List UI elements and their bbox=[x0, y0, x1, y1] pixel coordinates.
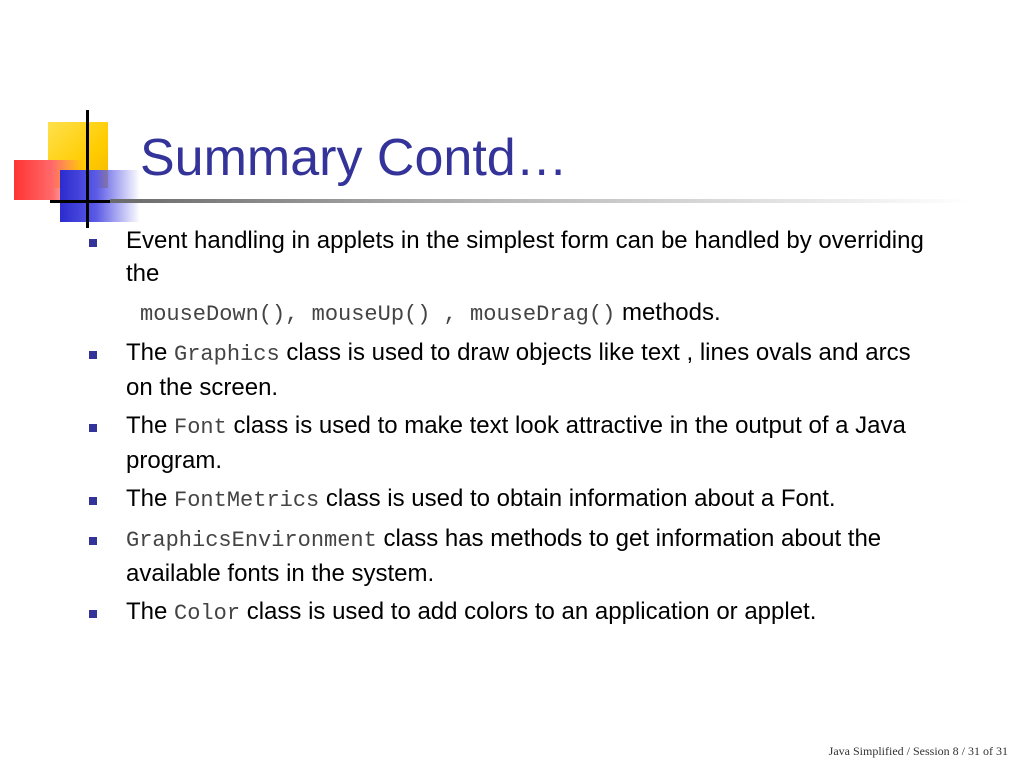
bullet-item-fontmetrics bbox=[86, 482, 926, 517]
square-bullet-icon bbox=[89, 497, 97, 505]
bullet-list bbox=[86, 224, 926, 635]
blue-square-shape bbox=[60, 170, 140, 222]
class-name-code: Graphics bbox=[174, 342, 280, 367]
method-names-code: mouseDown(), mouseUp() , mouseDrag() bbox=[140, 302, 616, 327]
bullet-text-suffix: class is used to draw objects like text , lines ovals and arcs on the screen. bbox=[126, 339, 911, 401]
slide-footer: Java Simplified / Session 8 / 31 of 31 bbox=[828, 744, 1008, 758]
bullet-text-prefix: The bbox=[126, 412, 175, 439]
square-bullet-icon bbox=[89, 424, 97, 432]
square-bullet-icon bbox=[89, 239, 97, 247]
bullet-text-suffix: class is used to add colors to an application or applet. bbox=[240, 598, 817, 625]
bullet-item-graphics bbox=[86, 336, 926, 404]
square-bullet-icon bbox=[89, 537, 97, 545]
bullet-text-prefix: The bbox=[126, 485, 175, 512]
slide-title: Summary Contd… bbox=[140, 129, 568, 187]
bullet-item-font bbox=[86, 409, 926, 477]
bullet-subline bbox=[126, 296, 926, 331]
decorative-logo-graphic bbox=[0, 0, 200, 240]
bullet-text-prefix: The bbox=[126, 598, 175, 625]
bullet-text-suffix: methods. bbox=[615, 299, 721, 326]
square-bullet-icon bbox=[89, 610, 97, 618]
square-bullet-icon bbox=[89, 351, 97, 359]
bullet-text-suffix: class is used to obtain information about a Font. bbox=[319, 485, 836, 512]
bullet-text: Event handling in applets in the simplest form can be handled by overriding the bbox=[126, 227, 924, 287]
bullet-item-event-handling bbox=[86, 224, 926, 331]
class-name-code: Font bbox=[174, 415, 227, 440]
class-name-code: Color bbox=[174, 601, 241, 626]
bullet-item-graphicsenvironment bbox=[86, 522, 926, 590]
bullet-text-suffix: class has methods to get information about the available fonts in the system. bbox=[126, 525, 882, 587]
vertical-line-shape bbox=[86, 110, 89, 228]
bullet-text-prefix: The bbox=[126, 339, 175, 366]
class-name-code: GraphicsEnvironment bbox=[126, 528, 377, 553]
class-name-code: FontMetrics bbox=[174, 488, 320, 513]
bullet-item-color bbox=[86, 595, 926, 630]
bullet-text-suffix: class is used to make text look attractive in the output of a Java program. bbox=[126, 412, 906, 474]
title-underline-rule bbox=[110, 199, 970, 203]
